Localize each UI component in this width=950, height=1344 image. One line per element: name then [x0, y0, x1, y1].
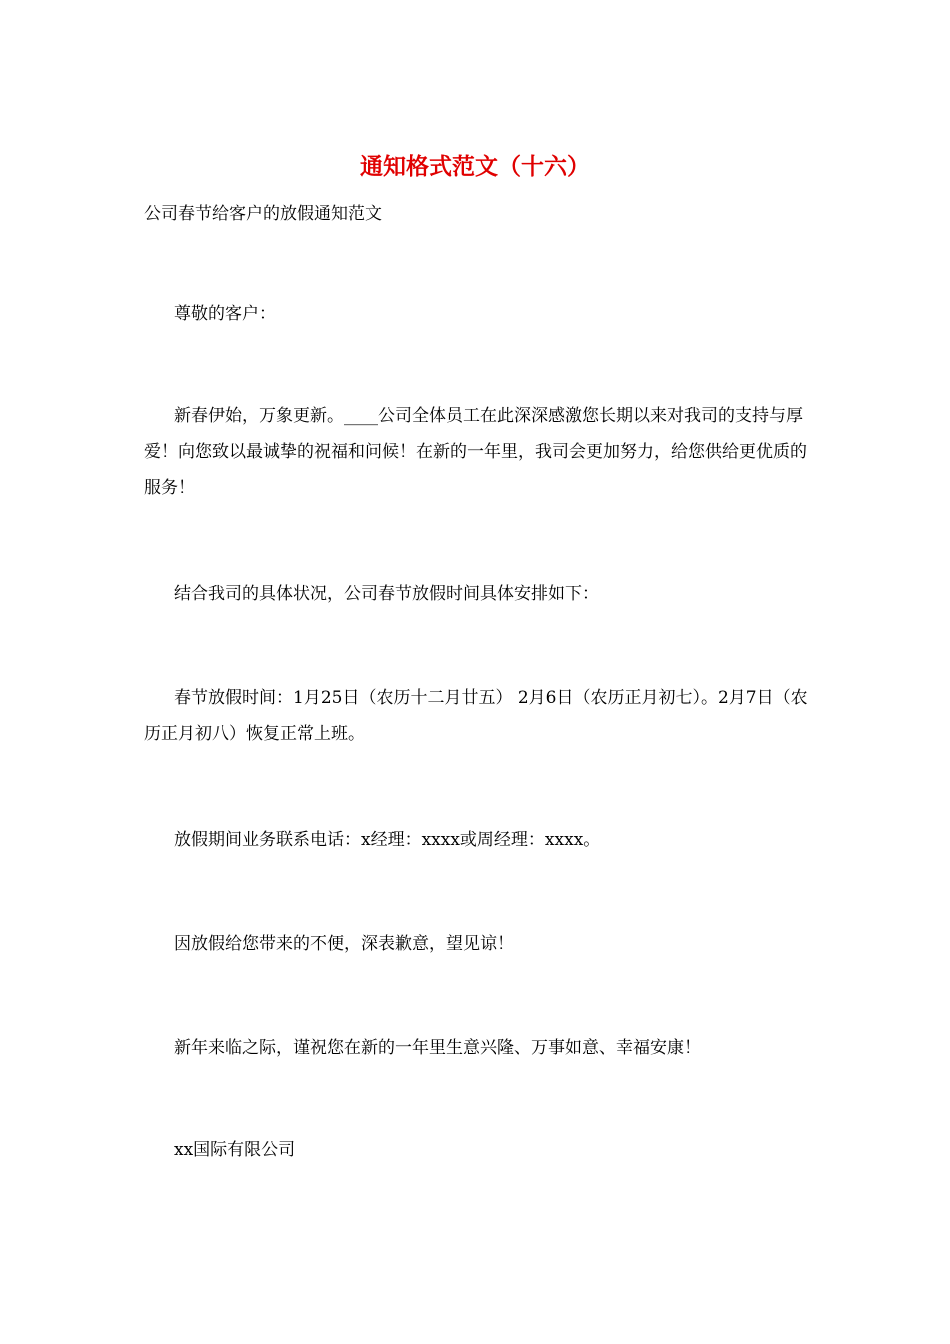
paragraph-greeting: 新春伊始，万象更新。____公司全体员工在此深深感激您长期以来对我司的支持与厚爱！向您致以最诚挚的祝福和问候！在新的一年里，我司会更加努力，给您供给更优质的服务！	[144, 406, 807, 498]
company-signature: xx国际有限公司	[174, 1140, 296, 1160]
paragraph-arrangement-intro: 结合我司的具体状况，公司春节放假时间具体安排如下：	[174, 584, 599, 604]
paragraph-holiday-dates: 春节放假时间：1月25日（农历十二月廿五） 2月6日（农历正月初七）。2月7日（农历正月初八）恢复正常上班。	[144, 688, 808, 744]
paragraph-contact-phone: 放假期间业务联系电话：x经理：xxxx或周经理：xxxx。	[174, 830, 601, 850]
paragraph-new-year-wishes: 新年来临之际，谨祝您在新的一年里生意兴隆、万事如意、幸福安康！	[174, 1038, 701, 1058]
salutation: 尊敬的客户：	[174, 304, 276, 324]
paragraph-apology: 因放假给您带来的不便，深表歉意，望见谅！	[174, 934, 514, 954]
document-title: 通知格式范文（十六）	[360, 153, 590, 180]
document-subtitle: 公司春节给客户的放假通知范文	[144, 204, 382, 224]
